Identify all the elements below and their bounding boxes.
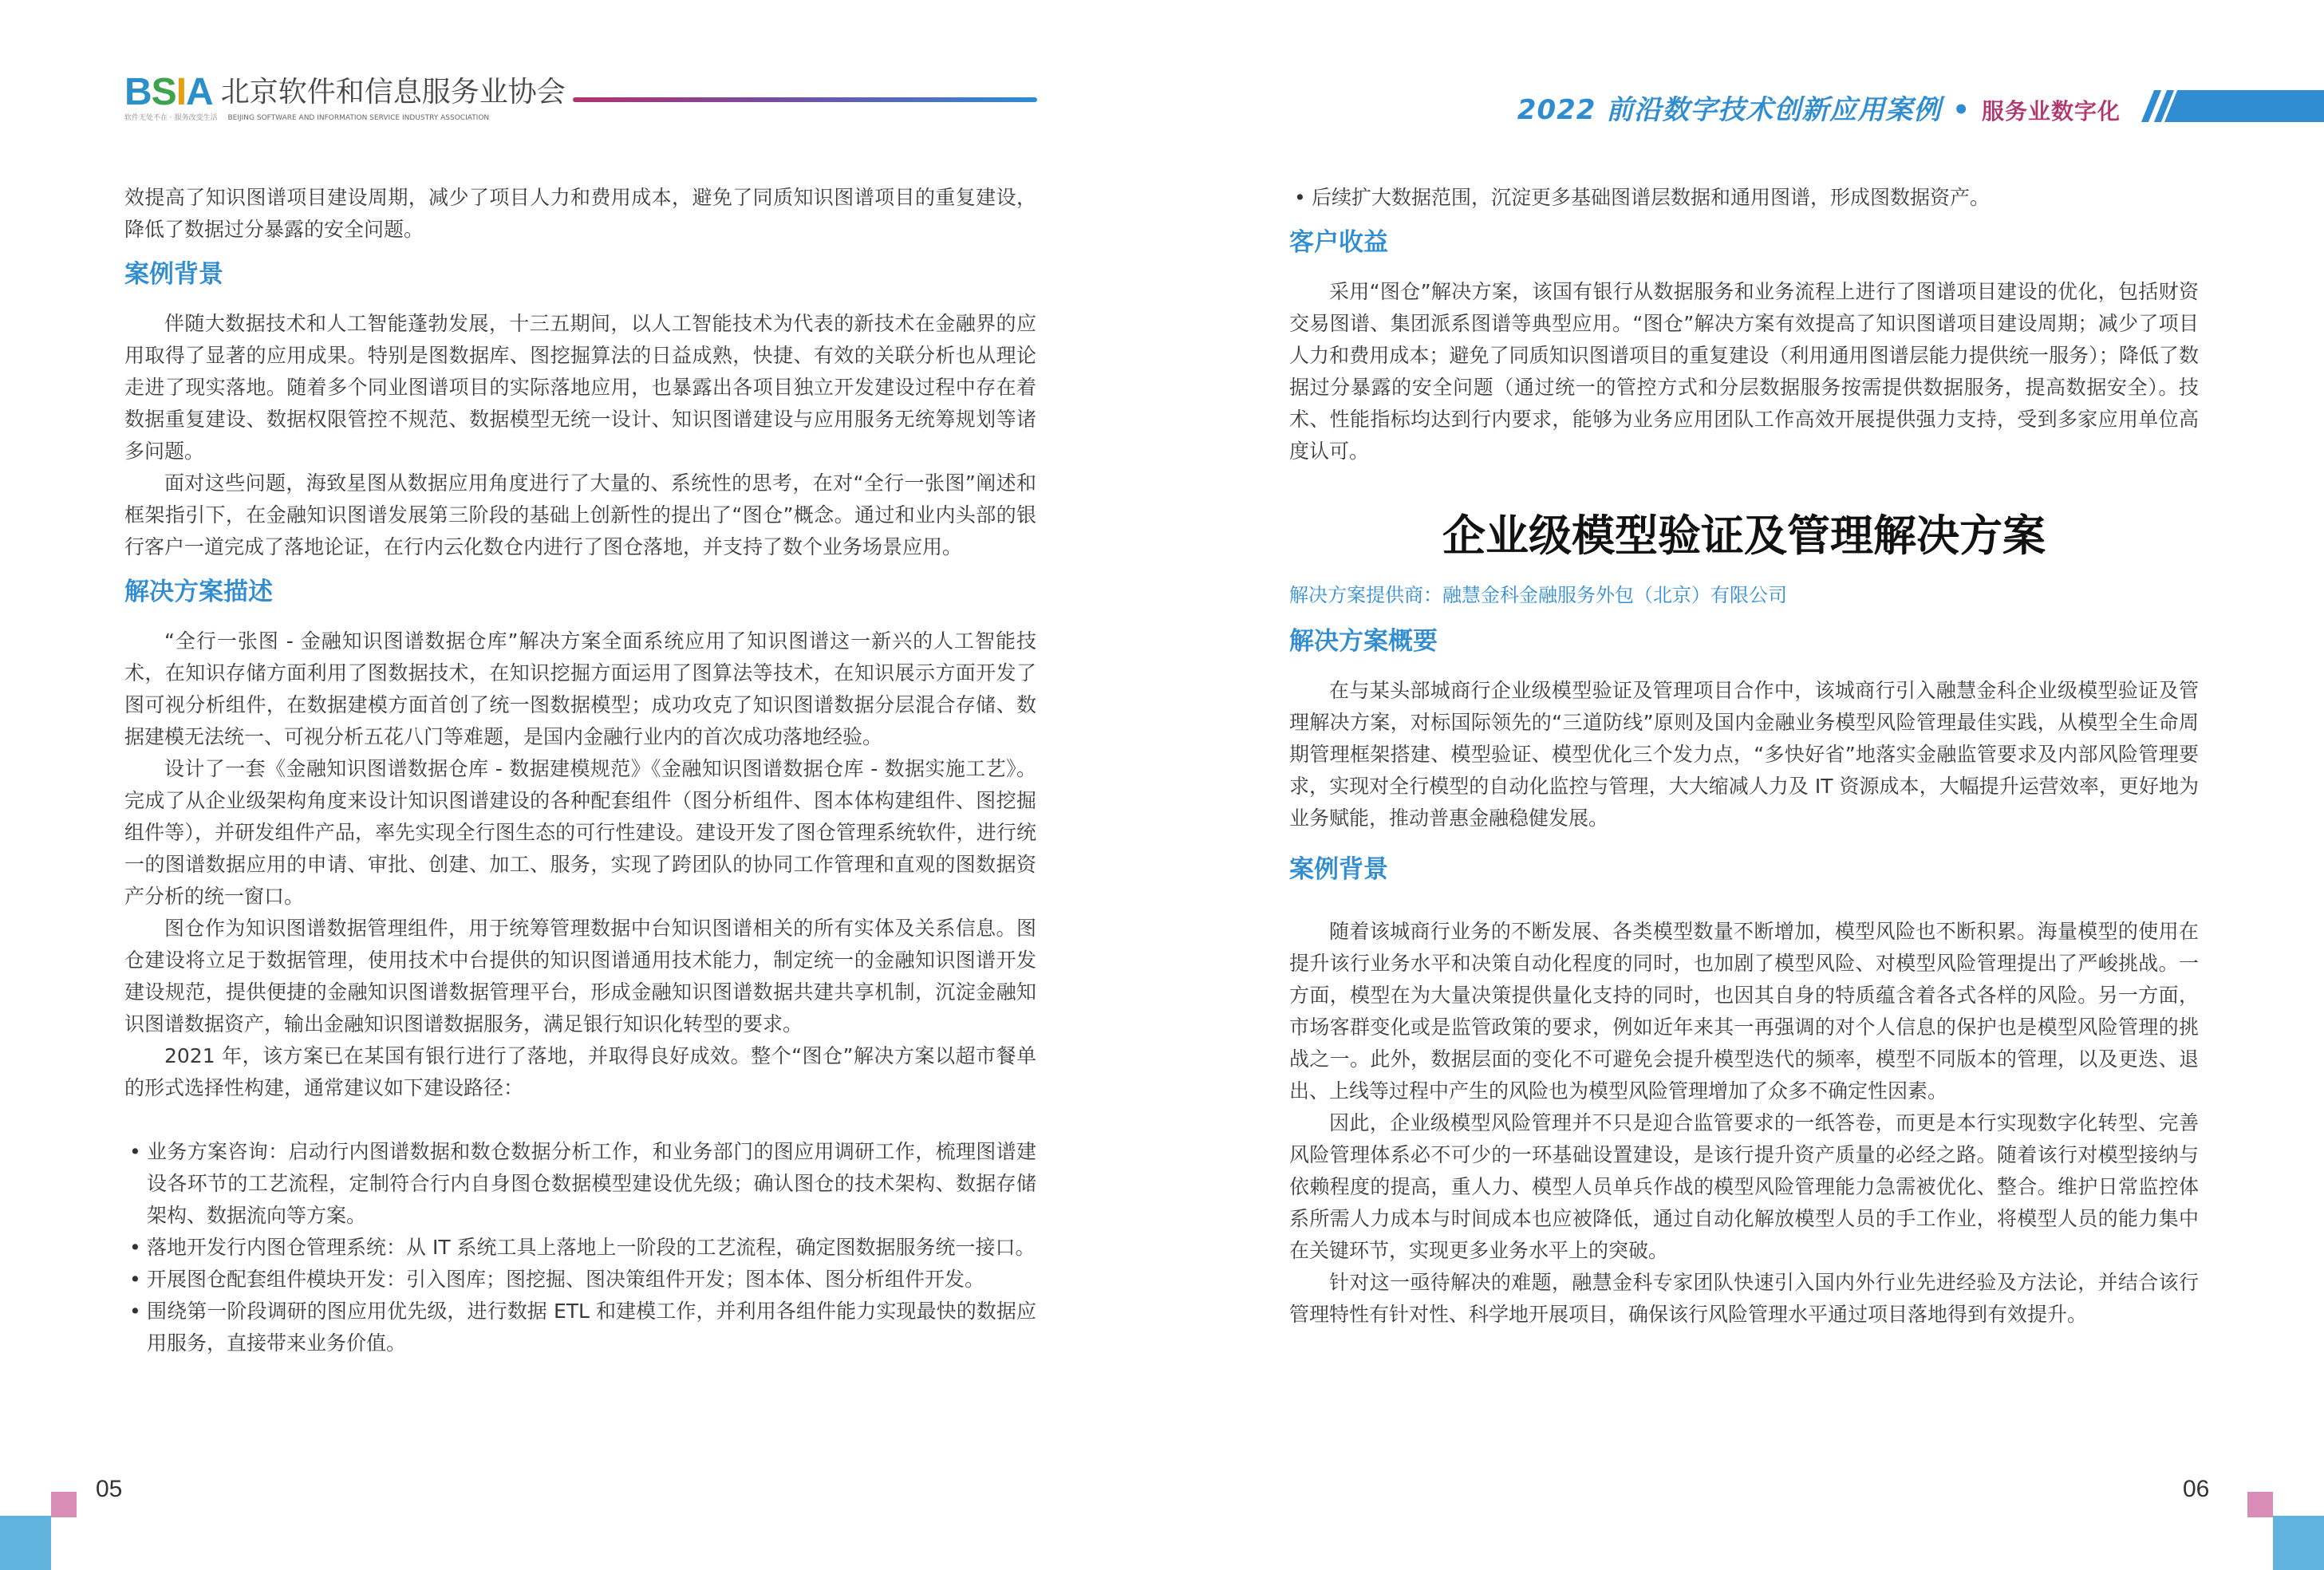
header-dot: • (1952, 94, 1971, 126)
background2-paragraph-2: 因此，企业级模型风险管理并不只是迎合监管要求的一纸答卷，而更是本行实现数字化转型、完善风险管理体系必不可少的一环基础设置建设，是该行提升资产质量的必经之路。随着该行对模型接纳与依赖程度的提高，重人力、模型人员单兵作战的模型风险管理能力急需被优化、整合。维护日常监控体系所需人力成本与时间成本也应被降低，通过自动化解放模型人员的手工作业，将模型人员的能力集中在关键环节，实现更多业务水平上的突破。 (1289, 1111, 2199, 1262)
paragraph-gap (124, 1104, 1036, 1136)
list-item: • 落地开发行内图仓管理系统：从 IT 系统工具上落地上一阶段的工艺流程，确定图数据服务统一接口。 (124, 1232, 1036, 1264)
right-page-body (1289, 182, 2199, 1331)
logo-letter-a: A (186, 71, 213, 113)
list-item: • 业务方案咨询：启动行内图谱数据和数仓数据分析工作，和业务部门的图应用调研工作，梳理图谱建设各环节的工艺流程，定制符合行内自身图仓数据模型建设优先级；确认图仓的技术架构、数据存储架构、数据流向等方案。 (124, 1136, 1036, 1232)
section-heading-benefit: 客户收益 (1289, 228, 1388, 257)
logo-letter-i: I (176, 71, 187, 113)
benefit-paragraph: 采用“图仓”解决方案，该国有银行从数据服务和业务流程上进行了图谱项目建设的优化，包括财资交易图谱、集团派系图谱等典型应用。“图仓”解决方案有效提高了知识图谱项目建设周期；减少了项目人力和费用成本；避免了同质知识图谱项目的重复建设（利用通用图谱层能力提供统一服务）；降低了数据过分暴露的安全问题（通过统一的管控方式和分层数据服务按需提供数据服务，提高数据安全）。技术、性能指标均达到行内要求，能够为业务应用团队工作高效开展提供强力支持，受到多家应用单位高度认可。 (1289, 280, 2199, 463)
org-name-en: BEIJING SOFTWARE AND INFORMATION SERVICE INDUSTRY ASSOCIATION (227, 114, 490, 122)
construction-path-list (124, 1136, 1036, 1359)
section-heading-background-2: 案例背景 (1289, 855, 1388, 884)
background2-paragraph-1: 随着该城商行业务的不断发展、各类模型数量不断增加，模型风险也不断积累。海量模型的使用在提升该行业务水平和决策自动化程度的同时，也加剧了模型风险、对模型风险管理提出了严峻挑战。一方面，模型在为大量决策提供量化支持的同时，也因其自身的特质蕴含着各式各样的风险。另一方面，市场客群变化或是监管政策的要求，例如近年来其一再强调的对个人信息的保护也是模型风险管理的挑战之一。此外，数据层面的变化不可避免会提升模型迭代的频率，模型不同版本的管理，以及更迭、退出、上线等过程中产生的风险也为模型风险管理增加了众多不确定性因素。 (1289, 920, 2199, 1103)
header-color-bar (2164, 90, 2324, 122)
corner-square-blue-right (2273, 1516, 2324, 1570)
org-name-cn: 北京软件和信息服务业协会 (220, 76, 566, 108)
solution-paragraph-1: “全行一张图 - 金融知识图谱数据仓库”解决方案全面系统应用了知识图谱这一新兴的人工智能技术，在知识存储方面利用了图数据技术，在知识挖掘方面运用了图算法等技术，在知识展示方面开发了图可视分析组件，在数据建模方面首创了统一图数据模型；成功攻克了知识图谱数据分层混合存储、数据建模无法统一、可视分析五花八门等难题，是国内金融行业内的首次成功落地经验。 (124, 629, 1036, 748)
corner-square-blue (0, 1516, 51, 1570)
corner-square-pink-right (2247, 1492, 2273, 1517)
publication-title: 2022 前沿数字技术创新应用案例 (1517, 94, 1942, 126)
logo-letter-b: B (124, 71, 152, 113)
publication-section: 服务业数字化 (1981, 98, 2121, 124)
corner-square-pink (51, 1492, 77, 1517)
org-subtitle (124, 112, 489, 122)
header-gradient-line (573, 97, 1037, 102)
logo-mark (124, 73, 213, 112)
list-item: • 围绕第一阶段调研的图应用优先级，进行数据 ETL 和建模工作，并利用各组件能力实现最快的数据应用服务，直接带来业务价值。 (124, 1296, 1036, 1359)
org-tagline: 软件无处不在 · 服务改变生活 (124, 114, 218, 122)
case-title: 企业级模型验证及管理解决方案 (1442, 510, 2046, 561)
intro-paragraph: 效提高了知识图谱项目建设周期，减少了项目人力和费用成本，避免了同质知识图谱项目的重复建设，降低了数据过分暴露的安全问题。 (124, 186, 1036, 241)
bsia-logo (124, 73, 566, 112)
solution-provider: 解决方案提供商：融慧金科金融服务外包（北京）有限公司 (1289, 584, 1787, 606)
section-heading-solution: 解决方案描述 (124, 578, 273, 606)
right-page (1162, 0, 2324, 1570)
left-page-body (124, 182, 1036, 1359)
background-paragraph-2: 面对这些问题，海致星图从数据应用角度进行了大量的、系统性的思考，在对“全行一张图”阐述和框架指引下，在金融知识图谱发展第三阶段的基础上创新性的提出了“图仓”概念。通过和业内头部的银行客户一道完成了落地论证，在行内云化数仓内进行了图仓落地，并支持了数个业务场景应用。 (124, 471, 1036, 558)
top-bullet-list (1289, 182, 2199, 214)
list-item: • 开展图仓配套组件模块开发：引入图库；图挖掘、图决策组件开发；图本体、图分析组件开发。 (124, 1264, 1036, 1296)
section-heading-overview: 解决方案概要 (1289, 627, 1438, 656)
page-number-left: 05 (96, 1476, 123, 1502)
solution-paragraph-2: 设计了一套《金融知识图谱数据仓库 - 数据建模规范》《金融知识图谱数据仓库 - 数据实施工艺》。完成了从企业级架构角度来设计知识图谱建设的各种配套组件（图分析组件、图本体构建组件、图挖掘组件等），并研发组件产品，率先实现全行图生态的可行性建设。建设开发了图仓管理系统软件，进行统一的图谱数据应用的申请、审批、创建、加工、服务，实现了跨团队的协同工作管理和直观的图数据资产分析的统一窗口。 (124, 757, 1036, 908)
publication-header (1517, 88, 2121, 127)
background-paragraph-1: 伴随大数据技术和人工智能蓬勃发展，十三五期间，以人工智能技术为代表的新技术在金融界的应用取得了显著的应用成果。特别是图数据库、图挖掘算法的日益成熟，快捷、有效的关联分析也从理论走进了现实落地。随着多个同业图谱项目的实际落地应用，也暴露出各项目独立开发建设过程中存在着数据重复建设、数据权限管控不规范、数据模型无统一设计、知识图谱建设与应用服务无统筹规划等诸多问题。 (124, 312, 1036, 463)
background2-paragraph-3: 针对这一亟待解决的难题，融慧金科专家团队快速引入国内外行业先进经验及方法论，并结合该行管理特性有针对性、科学地开展项目，确保该行风险管理水平通过项目落地得到有效提升。 (1289, 1271, 2199, 1326)
page-number-right: 06 (2183, 1476, 2210, 1502)
overview-paragraph: 在与某头部城商行企业级模型验证及管理项目合作中，该城商行引入融慧金科企业级模型验证及管理解决方案，对标国际领先的“三道防线”原则及国内金融业务模型风险管理最佳实践，从模型全生命周期管理框架搭建、模型验证、模型优化三个发力点，“多快好省”地落实金融监管要求及内部风险管理要求，实现对全行模型的自动化监控与管理，大大缩减人力及 IT 资源成本，大幅提升运营效率，更好地为业务赋能，推动普惠金融稳健发展。 (1289, 679, 2199, 830)
solution-paragraph-3: 图仓作为知识图谱数据管理组件，用于统筹管理数据中台知识图谱相关的所有实体及关系信息。图仓建设将立足于数据管理，使用技术中台提供的知识图谱通用技术能力，制定统一的金融知识图谱开发建设规范，提供便捷的金融知识图谱数据管理平台，形成金融知识图谱数据共建共享机制，沉淀金融知识图谱数据资产，输出金融知识图谱数据服务，满足银行知识化转型的要求。 (124, 917, 1036, 1035)
logo-letter-s: S (151, 71, 176, 113)
paragraph-gap (1289, 903, 2199, 916)
solution-paragraph-4: 2021 年，该方案已在某国有银行进行了落地，并取得良好成效。整个“图仓”解决方案以超市餐单的形式选择性构建，通常建议如下建设路径： (124, 1044, 1036, 1099)
section-heading-background: 案例背景 (124, 260, 223, 289)
list-item: • 后续扩大数据范围，沉淀更多基础图谱层数据和通用图谱，形成图数据资产。 (1289, 182, 2199, 214)
